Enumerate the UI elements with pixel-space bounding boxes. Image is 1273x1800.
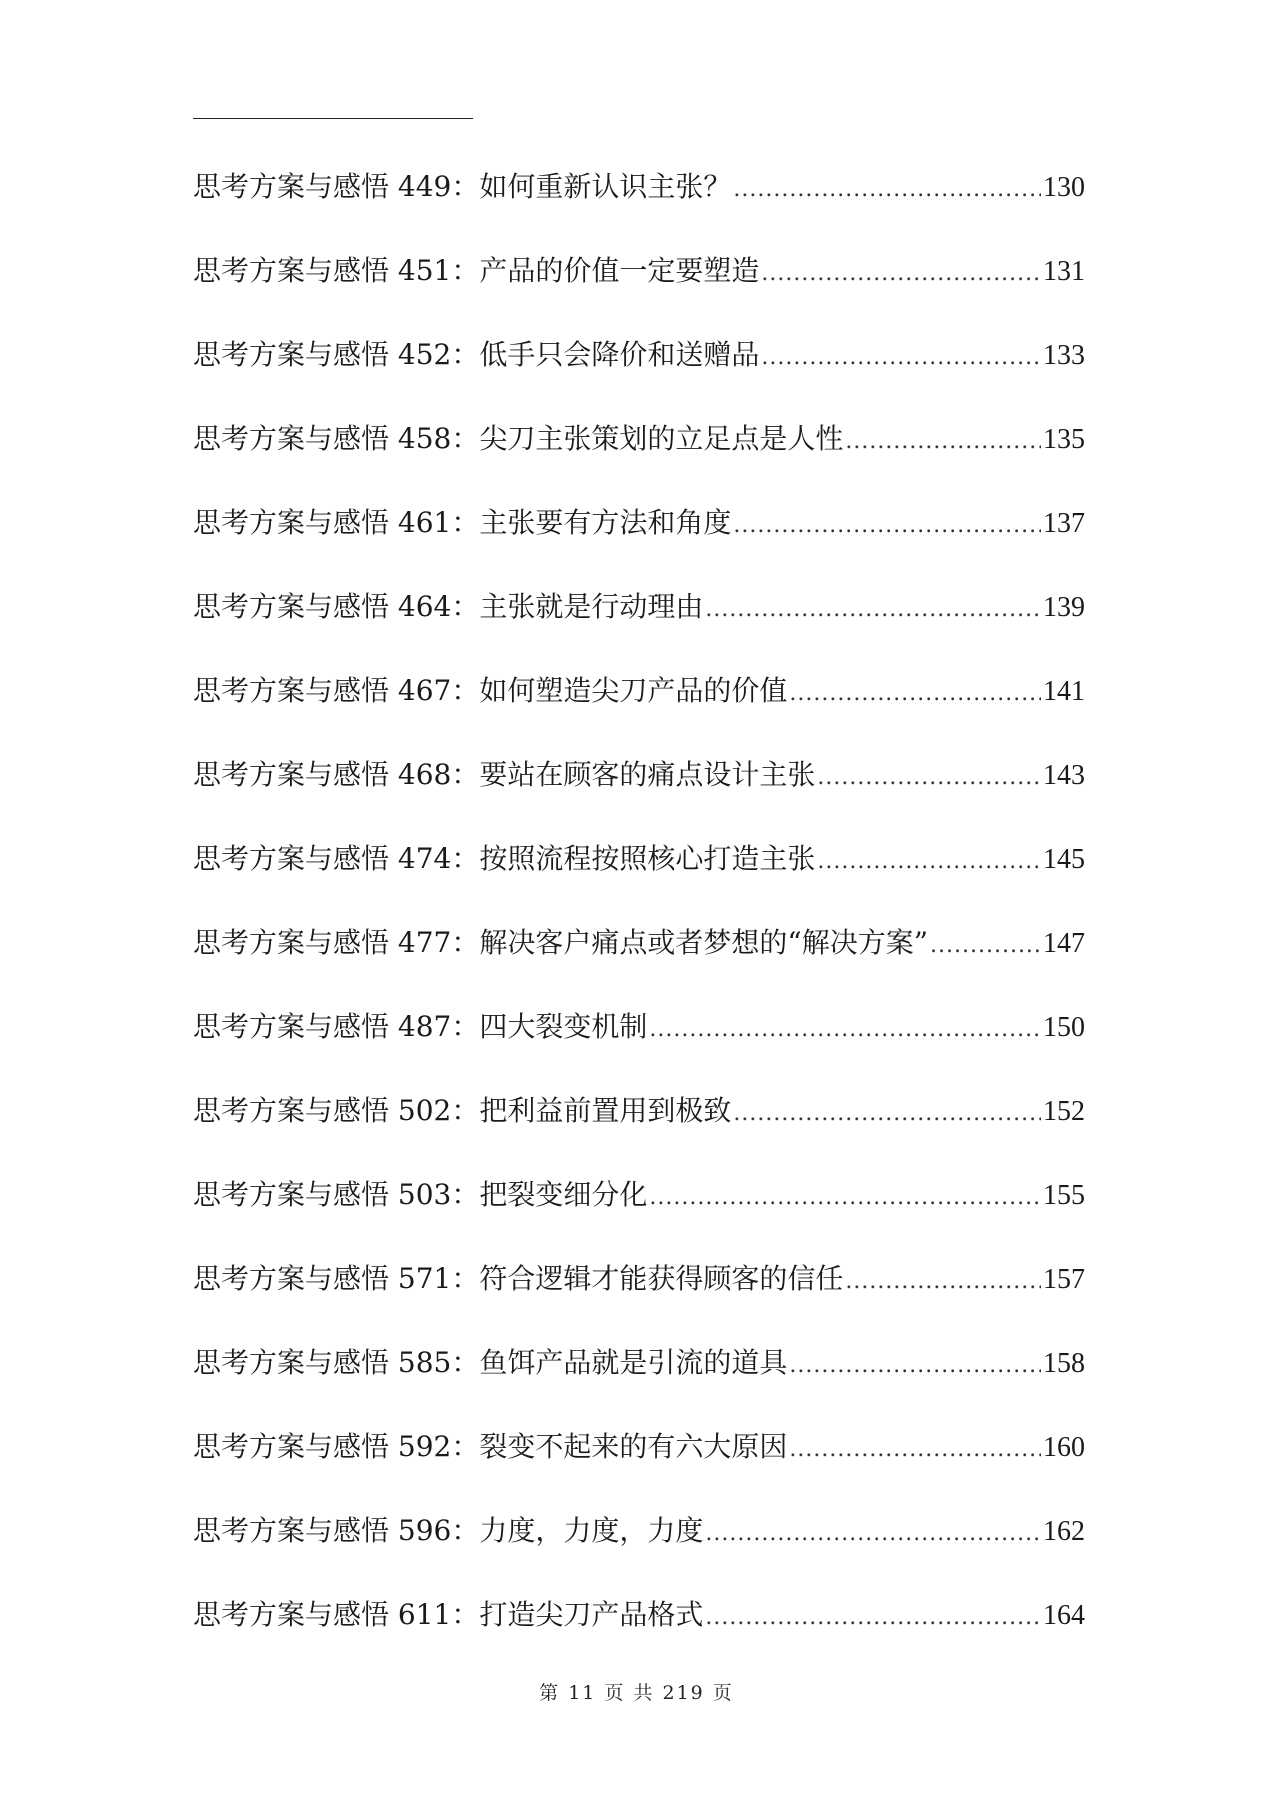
toc-entry-page: 152 <box>1043 1096 1085 1127</box>
toc-entry-page: 164 <box>1043 1600 1085 1631</box>
toc-entry-page: 139 <box>1043 592 1085 623</box>
toc-entry-separator: ： <box>451 1514 480 1547</box>
toc-entry-text: 力度，力度，力度 <box>479 1514 704 1547</box>
toc-leader-dots <box>845 1240 1041 1324</box>
toc-entry-text: 产品的价值一定要塑造 <box>479 254 760 287</box>
toc-entry-separator: ： <box>451 590 480 623</box>
toc-entry-text: 解决客户痛点或者梦想的“解决方案” <box>479 926 929 959</box>
toc-entry-separator: ： <box>451 1178 480 1211</box>
page-footer: 第 11 页 共 219 页 <box>539 1682 734 1704</box>
toc-entry-separator: ： <box>451 1094 480 1127</box>
toc-leader-dots <box>845 400 1041 484</box>
toc-entry[interactable] <box>193 145 1085 229</box>
toc-entry-text: 主张要有方法和角度 <box>479 506 732 539</box>
toc-entry-text: 把裂变细分化 <box>479 1178 648 1211</box>
toc-leader-dots <box>817 736 1041 820</box>
toc-entry-text: 打造尖刀产品格式 <box>479 1598 704 1631</box>
toc-entry[interactable] <box>193 397 1085 481</box>
table-of-contents <box>193 145 1085 1657</box>
toc-entry-page: 143 <box>1043 760 1085 791</box>
toc-entry-separator: ： <box>451 1010 480 1043</box>
toc-entry-page: 150 <box>1043 1012 1085 1043</box>
toc-entry-separator: ： <box>451 926 480 959</box>
toc-entry[interactable] <box>193 649 1085 733</box>
toc-leader-dots <box>733 1072 1041 1156</box>
toc-leader-dots <box>817 820 1041 904</box>
toc-entry-label: 思考方案与感悟 468 <box>193 758 452 791</box>
toc-entry[interactable] <box>193 565 1085 649</box>
toc-entry-label: 思考方案与感悟 458 <box>193 422 452 455</box>
toc-entry[interactable] <box>193 817 1085 901</box>
toc-entry-label: 思考方案与感悟 487 <box>193 1010 452 1043</box>
toc-leader-dots <box>649 1156 1041 1240</box>
toc-entry[interactable] <box>193 1489 1085 1573</box>
toc-entry-separator: ： <box>451 422 480 455</box>
toc-entry-page: 131 <box>1043 256 1085 287</box>
toc-entry-text: 低手只会降价和送赠品 <box>479 338 760 371</box>
toc-entry-text: 要站在顾客的痛点设计主张 <box>479 758 816 791</box>
toc-entry-text: 如何重新认识主张？ <box>479 170 732 203</box>
toc-entry-label: 思考方案与感悟 571 <box>193 1262 452 1295</box>
toc-entry-separator: ： <box>451 1598 480 1631</box>
toc-entry[interactable] <box>193 1237 1085 1321</box>
toc-entry[interactable] <box>193 985 1085 1069</box>
toc-entry-text: 尖刀主张策划的立足点是人性 <box>479 422 844 455</box>
toc-entry-label: 思考方案与感悟 596 <box>193 1514 452 1547</box>
toc-entry-separator: ： <box>451 1430 480 1463</box>
toc-entry-text: 符合逻辑才能获得顾客的信任 <box>479 1262 844 1295</box>
toc-entry-page: 130 <box>1043 172 1085 203</box>
toc-leader-dots <box>733 148 1041 232</box>
toc-entry-label: 思考方案与感悟 461 <box>193 506 452 539</box>
toc-entry[interactable] <box>193 1153 1085 1237</box>
toc-entry-label: 思考方案与感悟 585 <box>193 1346 452 1379</box>
toc-entry-text: 四大裂变机制 <box>479 1010 648 1043</box>
toc-leader-dots <box>789 1408 1041 1492</box>
toc-entry-label: 思考方案与感悟 452 <box>193 338 452 371</box>
toc-entry-separator: ： <box>451 1262 480 1295</box>
toc-leader-dots <box>789 652 1041 736</box>
toc-entry-label: 思考方案与感悟 611 <box>193 1598 452 1631</box>
toc-entry-text: 裂变不起来的有六大原因 <box>479 1430 788 1463</box>
toc-entry-label: 思考方案与感悟 467 <box>193 674 452 707</box>
toc-entry-label: 思考方案与感悟 477 <box>193 926 452 959</box>
toc-entry-label: 思考方案与感悟 502 <box>193 1094 452 1127</box>
toc-entry[interactable] <box>193 1405 1085 1489</box>
toc-leader-dots <box>789 1324 1041 1408</box>
toc-entry-label: 思考方案与感悟 592 <box>193 1430 452 1463</box>
toc-entry-page: 162 <box>1043 1516 1085 1547</box>
toc-entry-separator: ： <box>451 674 480 707</box>
toc-entry-label: 思考方案与感悟 449 <box>193 170 452 203</box>
toc-entry-page: 158 <box>1043 1348 1085 1379</box>
toc-entry-page: 160 <box>1043 1432 1085 1463</box>
toc-entry[interactable] <box>193 1069 1085 1153</box>
toc-entry-page: 135 <box>1043 424 1085 455</box>
toc-entry-separator: ： <box>451 170 480 203</box>
toc-entry[interactable] <box>193 1321 1085 1405</box>
toc-entry-text: 鱼饵产品就是引流的道具 <box>479 1346 788 1379</box>
header-rule <box>193 118 473 119</box>
toc-entry-label: 思考方案与感悟 451 <box>193 254 452 287</box>
toc-leader-dots <box>649 988 1041 1072</box>
toc-leader-dots <box>705 1492 1041 1576</box>
toc-entry-separator: ： <box>451 1346 480 1379</box>
toc-leader-dots <box>705 568 1041 652</box>
toc-entry-page: 157 <box>1043 1264 1085 1295</box>
toc-entry-page: 147 <box>1043 928 1085 959</box>
toc-entry-label: 思考方案与感悟 464 <box>193 590 452 623</box>
toc-leader-dots <box>733 484 1041 568</box>
toc-entry-page: 141 <box>1043 676 1085 707</box>
toc-entry-text: 把利益前置用到极致 <box>479 1094 732 1127</box>
toc-entry[interactable] <box>193 901 1085 985</box>
toc-leader-dots <box>930 904 1041 988</box>
toc-entry-separator: ： <box>451 506 480 539</box>
toc-entry-separator: ： <box>451 254 480 287</box>
toc-entry-separator: ： <box>451 842 480 875</box>
toc-leader-dots <box>761 316 1041 400</box>
toc-entry-text: 主张就是行动理由 <box>479 590 704 623</box>
toc-leader-dots <box>705 1576 1041 1660</box>
toc-entry-separator: ： <box>451 758 480 791</box>
toc-entry[interactable] <box>193 313 1085 397</box>
toc-entry[interactable] <box>193 229 1085 313</box>
toc-entry-page: 145 <box>1043 844 1085 875</box>
toc-entry[interactable] <box>193 481 1085 565</box>
toc-entry-separator: ： <box>451 338 480 371</box>
toc-entry-label: 思考方案与感悟 474 <box>193 842 452 875</box>
toc-leader-dots <box>761 232 1041 316</box>
toc-entry-label: 思考方案与感悟 503 <box>193 1178 452 1211</box>
toc-entry-page: 155 <box>1043 1180 1085 1211</box>
toc-entry-page: 137 <box>1043 508 1085 539</box>
toc-entry[interactable] <box>193 1573 1085 1657</box>
toc-entry-text: 按照流程按照核心打造主张 <box>479 842 816 875</box>
toc-entry[interactable] <box>193 733 1085 817</box>
toc-entry-text: 如何塑造尖刀产品的价值 <box>479 674 788 707</box>
toc-entry-page: 133 <box>1043 340 1085 371</box>
